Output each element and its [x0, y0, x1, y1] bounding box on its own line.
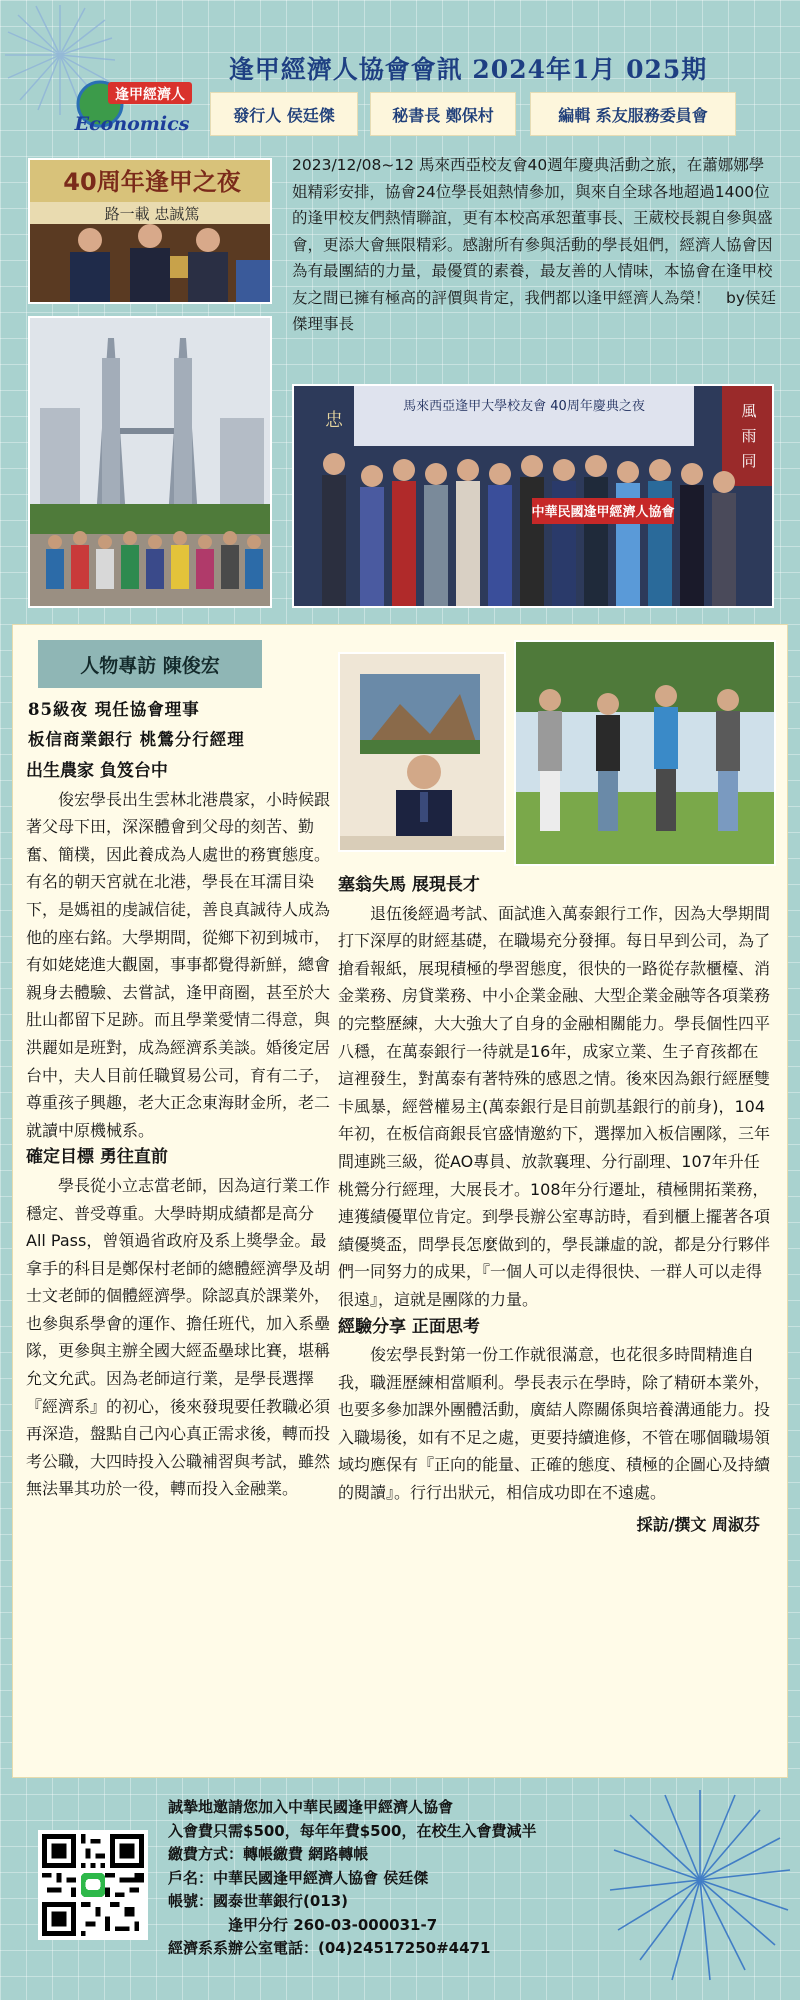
section-heading-goal: 確定目標 勇往直前 — [26, 1147, 168, 1168]
section-heading-birth: 出生農家 負笈台中 — [26, 761, 168, 781]
publisher-label: 發行人 侯廷傑 — [210, 92, 358, 136]
news-report-text: 2023/12/08~12 馬來西亞校友會40週年慶典活動之旅，在蕭娜娜學姐精彩安排，協會24位學長姐熱情參加，與來自全球各地超過1400位的逢甲校友們熱情聯誼，更有本校高承恕董事長、王葳校長親自參與盛會，更添大會無限精彩。感謝所有參與活動的學長姐們，經濟人協會因為有最團結的力量，最優質的素養，最友善的人情味，本協會在逢甲校友之間已擁有極高的評價與肯定，我們都以逢甲經濟人為榮！ by侯廷傑理事長 — [292, 156, 777, 333]
branch-line: 逢甲分行 260-03-000031-7 — [228, 1915, 438, 1934]
interview-right-column — [338, 872, 774, 1538]
right-sign-char-3: 同 — [741, 452, 757, 470]
section-heading-career: 塞翁失馬 展現長才 — [338, 875, 480, 895]
award-ceremony-photo — [28, 158, 272, 304]
petronas-towers-group-photo — [28, 316, 272, 608]
right-sign-char-1: 風 — [741, 402, 757, 420]
group-banner-text: 中華民國逢甲經濟人協會 — [531, 505, 675, 520]
logo-text-top: 逢甲經濟人 — [115, 87, 185, 103]
invite-line: 誠摯地邀請您加入中華民國逢甲經濟人協會 — [168, 1798, 454, 1816]
section-text-goal: 學長從小立志當老師，因為這行業工作穩定、普受尊重。大學時期成績都是高分All Pass，曾領過省政府及系上獎學金。最拿手的科目是鄭保村老師的總體經濟學及胡士文老師的個體經濟學。除認真於課業外，也參與系學會的運作、擔任班代，加入系壘隊，更參與主辦全國大經盃壘球比賽，堪稱允文允武。因為老師這行業，是學長選擇『經濟系』的初心，後來發現要任教職必須再深造，盤點自己內心真正需求後，轉而投考公職，大四時投入公職補習與考試，雖然無法畢其功於一役，轉而投入金融業。 — [26, 1175, 331, 1499]
membership-invitation — [168, 1796, 688, 1961]
section-text-career: 退伍後經過考試、面試進入萬泰銀行工作，因為大學期間打下深厚的財經基礎，在職場充分發揮。每日早到公司，為了搶看報紙，展現積極的學習態度，很快的一路從存款櫃檯、消金業務、房貸業務、中小企業金融、大型企業金融等各項業務的完整歷練，大大強大了自身的金融相關能力。學長個性四平八穩，在萬泰銀行一待就是16年，成家立業、生子育孩都在這裡發生，對萬泰有著特殊的感恩之情。後來因為銀行經歷雙卡風暴，經營權易主(萬泰銀行是目前凱基銀行的前身)，104年初，在板信商銀長官盛情邀約下，選擇加入板信團隊，三年間連跳三級，從AO專員、放款襄理、分行副理、107年升任桃鶯分行經理，大展長才。108年分行遷址，積極開拓業務，連獲績優單位肯定。到學長辦公室專訪時，看到櫃上擺著各項績優獎盃，問學長怎麼做到的，學長謙虛的說，都是分行夥伴們一同努力的成果，『一個人可以走得很快、一群人可以走得很遠』，這就是團隊的力量。 — [338, 903, 771, 1309]
interview-label: 人物專訪 陳俊宏 — [38, 640, 262, 688]
section-text-birth: 俊宏學長出生雲林北港農家，小時候跟著父母下田，深深體會到父母的刻苦、勤奮、簡樸，因此養成為人處世的務實態度。有名的朝天宮就在北港，學長在耳濡目染下，是媽祖的虔誠信徒，善良真誠待人成為他的座右銘。大學期間，從鄉下初到城市，有如姥姥進大觀園，事事都覺得新鮮，總會親身去體驗、去嘗試，逢甲商圈，甚至於大肚山都留下足跡。而且學業愛情二得意，與洪麗如是班對，成為經濟系美談。婚後定居台中，夫人目前任職貿易公司，育有二子，尊重孩子興趣，老大正念東海財金所，老二就讀中原機械系。 — [26, 789, 331, 1140]
secretary-label: 秘書長 鄭保村 — [370, 92, 516, 136]
logo-text-bottom: Economics — [74, 113, 190, 135]
editor-label: 編輯 系友服務委員會 — [530, 92, 736, 136]
interview-byline: 採訪/撰文 周淑芬 — [636, 1514, 760, 1534]
fee-line: 入會費只需$500，每年年費$500，在校生入會費減半 — [168, 1821, 537, 1840]
right-sign-char-2: 雨 — [741, 427, 757, 445]
left-sign-text: 忠 — [325, 410, 343, 431]
payment-method-line: 繳費方式：轉帳繳費 網路轉帳 — [168, 1845, 369, 1863]
newsletter-title: 逢甲經濟人協會會訊 2024年1月 025期 — [228, 55, 708, 84]
association-logo — [70, 72, 195, 140]
account-name-line: 戶名：中華民國逢甲經濟人協會 侯廷傑 — [168, 1868, 429, 1887]
interviewee-team-photo — [514, 640, 776, 866]
phone-line: 經濟系系辦公室電話：(04)24517250#4471 — [168, 1939, 491, 1957]
section-heading-sharing: 經驗分享 正面思考 — [338, 1316, 480, 1337]
group-backdrop-text: 馬來西亞逢甲大學校友會 40周年慶典之夜 — [403, 399, 645, 414]
award-banner-text: 40周年逢甲之夜 — [63, 168, 241, 196]
interview-left-column — [26, 758, 330, 1503]
qr-code[interactable] — [38, 1830, 148, 1940]
award-banner-sub: 路一載 忠誠篤 — [104, 205, 200, 223]
interviewee-role-2: 板信商業銀行 桃鶯分行經理 — [28, 730, 245, 749]
interviewee-portrait-photo — [338, 652, 506, 852]
interviewee-role-1: 85級夜 現任協會理事 — [28, 700, 200, 719]
account-number-line: 帳號：國泰世華銀行(013) — [168, 1892, 349, 1910]
celebration-group-photo — [292, 384, 774, 608]
section-text-sharing: 俊宏學長對第一份工作就很滿意，也花很多時間精進自我，職涯歷練相當順利。學長表示在學時，除了精研本業外，也要多參加課外團體活動，廣結人際關係與培養溝通能力。投入職場後，如有不足之處，更要持續進修，不管在哪個職場領域均應保有『正向的能量、正確的態度、積極的企圖心及持續的閱讀』。行行出狀元，相信成功即在不遠處。 — [338, 1345, 771, 1503]
